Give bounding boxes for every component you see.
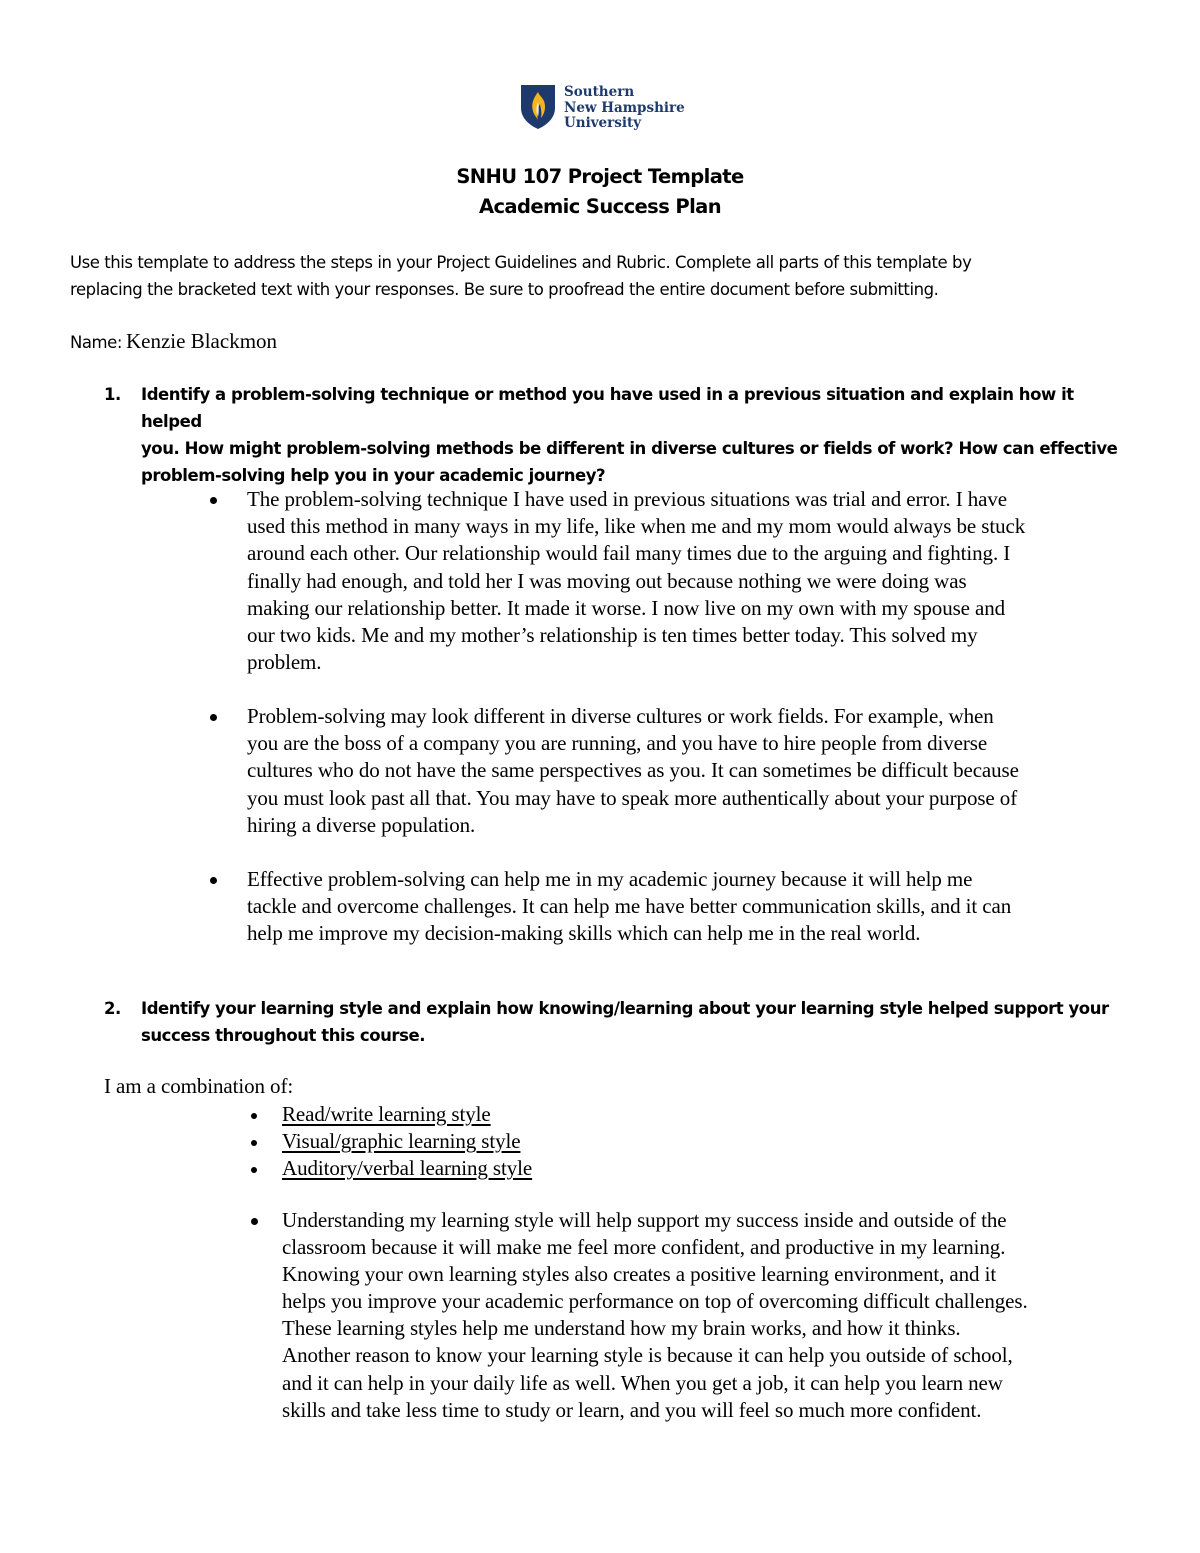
answer-line: tackle and overcome challenges. It can help me have better communication skills, and it can: [247, 894, 1012, 919]
document-title: SNHU 107 Project Template: [456, 165, 744, 188]
answer-line: around each other. Our relationship would fail many times due to the arguing and fighting. I: [247, 541, 1011, 566]
learning-styles-list: [245, 1101, 845, 1182]
answer-line: Understanding my learning style will help support my success inside and outside of the: [282, 1208, 1007, 1232]
list-item: [245, 1155, 845, 1182]
answer-line: Another reason to know your learning style is because it can help you outside of school,: [282, 1343, 1013, 1368]
learning-style-item: Read/write learning style: [282, 1102, 491, 1126]
answer-line: cultures who do not have the same perspectives as you. It can sometimes be difficult because: [247, 758, 1019, 783]
answer-1-bullet: [206, 866, 1146, 948]
answer-line: help me improve my decision-making skills which can help me in the real world.: [247, 921, 921, 946]
answer-line: classroom because it will make me feel more confident, and productive in my learning.: [282, 1235, 1006, 1260]
student-name-line: [70, 326, 277, 359]
question-number: 1.: [104, 385, 121, 404]
bullet-icon: [210, 497, 217, 504]
answer-line: making our relationship better. It made it worse. I now live on my own with my spouse and: [247, 595, 1006, 620]
answer-line: you must look past all that. You may have to speak more authentically about your purpose of: [247, 785, 1018, 810]
document-subtitle: Academic Success Plan: [478, 195, 722, 218]
bullet-icon: [251, 1113, 257, 1119]
answer-line: finally had enough, and told her I was moving out because nothing we were doing was: [247, 568, 967, 593]
answer-line: These learning styles help me understand how my brain works, and how it thinks.: [282, 1316, 961, 1341]
answer-line: problem.: [247, 650, 322, 675]
student-name: Kenzie Blackmon: [126, 329, 278, 353]
answer-line: Knowing your own learning styles also creates a positive learning environment, and it: [282, 1262, 997, 1287]
answer-line: helps you improve your academic performance on top of overcoming difficult challenges.: [282, 1289, 1028, 1314]
answer-1-bullet: [206, 486, 1146, 676]
logo-line-university: University: [564, 115, 642, 131]
answer-line: hiring a diverse population.: [247, 812, 476, 837]
instructions-line: replacing the bracketed text with your responses. Be sure to proofread the entire document before submitting.: [70, 280, 939, 299]
name-label: Name:: [70, 333, 122, 352]
bullet-icon: [251, 1167, 257, 1173]
answer-line: you are the boss of a company you are running, and you have to hire people from diverse: [247, 731, 988, 756]
learning-style-item: Visual/graphic learning style: [282, 1129, 521, 1153]
question-1-line: problem-solving help you in your academic journey?: [141, 466, 606, 485]
learning-style-intro: I am a combination of:: [104, 1074, 294, 1098]
question-2-line: Identify your learning style and explain how knowing/learning about your learning style helped support your: [141, 999, 1109, 1018]
logo-line-southern: Southern: [564, 84, 635, 100]
question-2-line: success throughout this course.: [141, 1026, 426, 1045]
answer-1-bullet: [206, 703, 1146, 839]
university-logo: [520, 84, 690, 134]
instructions-paragraph: [70, 249, 1140, 303]
answer-line: used this method in many ways in my life, like when me and my mom would always be stuck: [247, 514, 1026, 539]
question-number: 2.: [104, 999, 121, 1018]
answer-2-bullet: [245, 1207, 1145, 1424]
bullet-icon: [210, 714, 217, 721]
bullet-icon: [251, 1140, 257, 1146]
answer-line: Problem-solving may look different in diverse cultures or work fields. For example, when: [247, 704, 994, 728]
answer-line: skills and take less time to study or learn, and you will feel so much more confident.: [282, 1397, 982, 1422]
bullet-icon: [251, 1218, 258, 1225]
bullet-icon: [210, 877, 217, 884]
list-item: [245, 1128, 845, 1155]
answer-line: Effective problem-solving can help me in my academic journey because it will help me: [247, 867, 973, 891]
university-shield-flame-icon: [520, 84, 556, 130]
question-1: [104, 381, 1134, 489]
answer-line: and it can help in your daily life as well. When you get a job, it can help you learn new: [282, 1370, 1003, 1395]
list-item: [245, 1101, 845, 1128]
question-1-line: you. How might problem-solving methods be different in diverse cultures or fields of work? How can effective: [141, 439, 1118, 458]
answer-line: The problem-solving technique I have used in previous situations was trial and error. I have: [247, 487, 1008, 511]
logo-line-new-hampshire: New Hampshire: [564, 99, 685, 116]
question-2: [104, 995, 1134, 1049]
logo-wordmark: [564, 85, 685, 132]
question-1-line: Identify a problem-solving technique or method you have used in a previous situation and explain how it helped: [141, 385, 1074, 431]
answer-line: our two kids. Me and my mother’s relationship is ten times better today. This solved my: [247, 623, 978, 648]
learning-style-item: Auditory/verbal learning style: [282, 1156, 533, 1180]
instructions-line: Use this template to address the steps in your Project Guidelines and Rubric. Complete all parts of this template by: [70, 253, 972, 272]
